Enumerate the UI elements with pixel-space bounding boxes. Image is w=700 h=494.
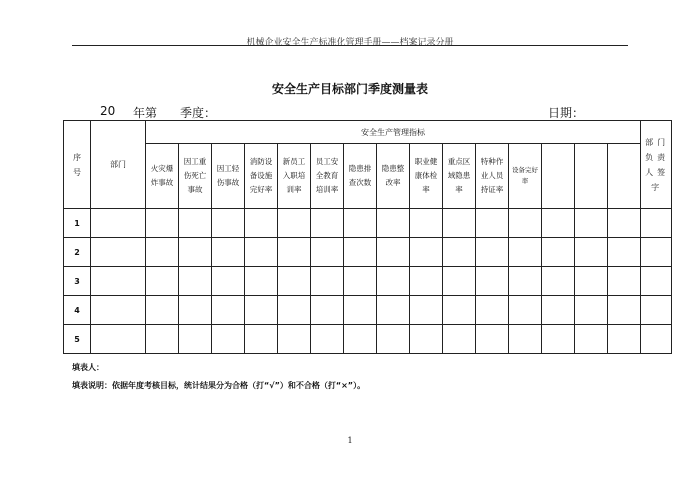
indicator-header: 特种作业人员持证率	[476, 144, 509, 209]
sign-cell[interactable]	[641, 267, 672, 296]
indicator-cell[interactable]	[146, 209, 179, 238]
indicator-cell[interactable]	[212, 209, 245, 238]
indicator-cell[interactable]	[608, 238, 641, 267]
indicator-cell[interactable]	[245, 296, 278, 325]
indicator-cell[interactable]	[212, 296, 245, 325]
indicator-header: 火灾爆炸事故	[146, 144, 179, 209]
dept-cell[interactable]	[91, 267, 146, 296]
indicator-cell[interactable]	[212, 238, 245, 267]
row-index: 4	[64, 296, 91, 325]
indicator-cell[interactable]	[608, 209, 641, 238]
indicator-cell[interactable]	[311, 325, 344, 354]
indicator-cell[interactable]	[542, 267, 575, 296]
page-header: 机械企业安全生产标准化管理手册——档案记录分册	[246, 38, 454, 48]
indicator-cell[interactable]	[146, 238, 179, 267]
indicator-cell[interactable]	[377, 238, 410, 267]
indicator-header: 因工重伤死亡事故	[179, 144, 212, 209]
date-label[interactable]: 日期：	[548, 106, 585, 120]
indicator-cell[interactable]	[377, 296, 410, 325]
indicator-cell[interactable]	[278, 209, 311, 238]
table-row	[64, 325, 672, 354]
sign-cell[interactable]	[641, 209, 672, 238]
indicator-cell[interactable]	[179, 267, 212, 296]
indicator-cell[interactable]	[278, 296, 311, 325]
measurement-table	[63, 120, 672, 354]
indicator-header: 职业健康体检率	[410, 144, 443, 209]
indicator-cell[interactable]	[575, 267, 608, 296]
indicator-cell[interactable]	[344, 267, 377, 296]
indicator-header-blank	[608, 144, 641, 209]
indicator-header: 隐患整改率	[377, 144, 410, 209]
indicator-cell[interactable]	[278, 267, 311, 296]
indicator-cell[interactable]	[443, 267, 476, 296]
quarter-label[interactable]: 季度：	[180, 106, 217, 120]
indicator-cell[interactable]	[608, 325, 641, 354]
indicator-cell[interactable]	[542, 325, 575, 354]
indicator-header: 重点区域隐患率	[443, 144, 476, 209]
indicator-cell[interactable]	[311, 267, 344, 296]
table-row	[64, 267, 672, 296]
indicator-cell[interactable]	[179, 296, 212, 325]
indicator-cell[interactable]	[608, 296, 641, 325]
dept-cell[interactable]	[91, 325, 146, 354]
dept-cell[interactable]	[91, 238, 146, 267]
index-header: 序号	[64, 121, 91, 209]
indicator-cell[interactable]	[575, 296, 608, 325]
sign-header: 部门负责人签字	[641, 121, 672, 209]
indicator-cell[interactable]	[476, 296, 509, 325]
indicator-cell[interactable]	[311, 209, 344, 238]
row-index: 1	[64, 209, 91, 238]
indicator-cell[interactable]	[311, 296, 344, 325]
indicator-cell[interactable]	[476, 209, 509, 238]
page-number: 1	[347, 436, 353, 445]
indicator-cell[interactable]	[509, 238, 542, 267]
indicator-cell[interactable]	[443, 209, 476, 238]
indicator-cell[interactable]	[575, 238, 608, 267]
indicator-cell[interactable]	[410, 209, 443, 238]
sign-cell[interactable]	[641, 296, 672, 325]
indicator-cell[interactable]	[212, 325, 245, 354]
filler-label: 填表人：	[72, 363, 104, 372]
row-index: 2	[64, 238, 91, 267]
indicator-cell[interactable]	[344, 209, 377, 238]
indicator-cell[interactable]	[311, 238, 344, 267]
indicator-cell[interactable]	[443, 325, 476, 354]
indicator-cell[interactable]	[476, 325, 509, 354]
indicator-cell[interactable]	[245, 325, 278, 354]
dept-cell[interactable]	[91, 209, 146, 238]
dept-cell[interactable]	[91, 296, 146, 325]
indicator-cell[interactable]	[245, 209, 278, 238]
indicator-cell[interactable]	[542, 238, 575, 267]
indicator-cell[interactable]	[410, 325, 443, 354]
row-index: 3	[64, 267, 91, 296]
indicator-cell[interactable]	[278, 238, 311, 267]
indicator-cell[interactable]	[377, 209, 410, 238]
indicator-header: 隐患排查次数	[344, 144, 377, 209]
indicator-cell[interactable]	[410, 267, 443, 296]
indicator-cell[interactable]	[179, 209, 212, 238]
indicator-cell[interactable]	[410, 296, 443, 325]
indicator-header: 设备完好率	[509, 144, 542, 209]
indicator-cell[interactable]	[509, 296, 542, 325]
indicator-cell[interactable]	[179, 238, 212, 267]
indicator-cell[interactable]	[575, 209, 608, 238]
indicator-cell[interactable]	[608, 267, 641, 296]
indicator-cell[interactable]	[542, 296, 575, 325]
dept-header: 部门	[91, 121, 146, 209]
indicator-cell[interactable]	[509, 325, 542, 354]
indicator-cell[interactable]	[146, 267, 179, 296]
year-field[interactable]: 20	[100, 104, 116, 118]
indicator-cell[interactable]	[146, 325, 179, 354]
indicator-cell[interactable]	[575, 325, 608, 354]
indicator-cell[interactable]	[212, 267, 245, 296]
indicator-cell[interactable]	[245, 267, 278, 296]
indicator-cell[interactable]	[443, 296, 476, 325]
indicator-cell[interactable]	[377, 267, 410, 296]
table-row	[64, 209, 672, 238]
indicator-cell[interactable]	[509, 209, 542, 238]
indicator-header-blank	[575, 144, 608, 209]
year-label: 年第	[133, 106, 158, 120]
indicator-header-blank	[542, 144, 575, 209]
indicator-cell[interactable]	[245, 238, 278, 267]
indicator-cell[interactable]	[410, 238, 443, 267]
indicator-header: 新员工入职培训率	[278, 144, 311, 209]
indicator-cell[interactable]	[542, 209, 575, 238]
indicator-cell[interactable]	[344, 325, 377, 354]
indicator-cell[interactable]	[344, 238, 377, 267]
indicator-group-header: 安全生产管理指标	[146, 121, 641, 144]
table-row	[64, 296, 672, 325]
indicator-header: 员工安全教育培训率	[311, 144, 344, 209]
indicator-cell[interactable]	[476, 238, 509, 267]
header-rule	[72, 45, 628, 46]
indicator-cell[interactable]	[179, 325, 212, 354]
indicator-header: 消防设备设施完好率	[245, 144, 278, 209]
indicator-cell[interactable]	[443, 238, 476, 267]
form-title: 安全生产目标部门季度测量表	[271, 82, 428, 96]
row-index: 5	[64, 325, 91, 354]
indicator-cell[interactable]	[278, 325, 311, 354]
indicator-cell[interactable]	[344, 296, 377, 325]
form-instructions: 填表说明：依据年度考核目标，统计结果分为合格（打“√”）和不合格（打“×”）。	[72, 381, 366, 390]
indicator-cell[interactable]	[509, 267, 542, 296]
indicator-cell[interactable]	[377, 325, 410, 354]
indicator-header: 因工轻伤事故	[212, 144, 245, 209]
sign-cell[interactable]	[641, 325, 672, 354]
table-row	[64, 238, 672, 267]
indicator-cell[interactable]	[476, 267, 509, 296]
indicator-cell[interactable]	[146, 296, 179, 325]
sign-cell[interactable]	[641, 238, 672, 267]
